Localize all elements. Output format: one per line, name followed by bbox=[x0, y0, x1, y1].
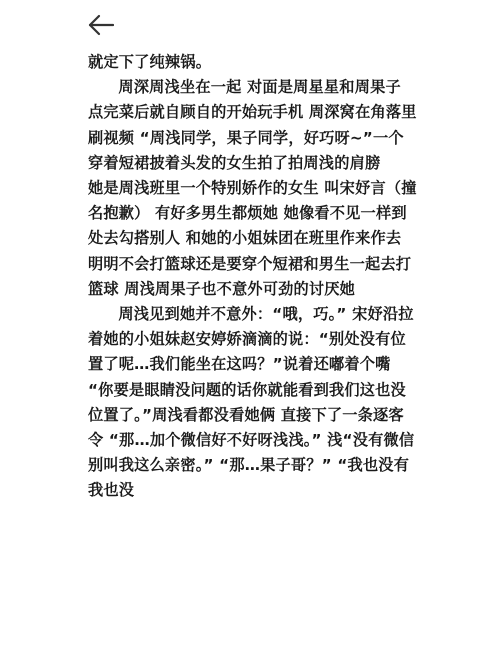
paragraph: 周深周浅坐在一起 对面是周星星和周果子 点完菜后就自顾自的开始玩手机 周深窝在角落里刷视频 “周浅同学，果子同学，好巧呀~”一个穿着短裙披着头发的女生拍了拍周浅的肩膀 bbox=[88, 78, 417, 172]
paragraph: 她是周浅班里一个特别娇作的女生 叫宋妤言（撞名抱歉） 有好多男生都烦她 她像看不见一样到处去勾搭别人 和她的小姐妹团在班里作来作去 明明不会打篮球还是要穿个短裙和男生一起去打篮球 周浅周果子也不意外可劲的讨厌她 bbox=[88, 179, 417, 298]
back-button[interactable] bbox=[84, 10, 118, 40]
arrow-left-icon bbox=[88, 14, 114, 36]
top-bar bbox=[0, 0, 500, 50]
article-body bbox=[88, 50, 418, 504]
paragraph: 就定下了纯辣锅。 bbox=[88, 53, 212, 71]
paragraph: 周浅见到她并不意外：“哦，巧。” 宋妤沿拉着她的小姐妹赵安婷娇滴滴的说：“别处没有位置了呢…我们能坐在这吗？”说着还嘟着个嘴 “你要是眼睛没问题的话你就能看到我们这也没位置了。”周浅看都没看她俩 直接下了一条逐客令 “那…加个微信好不好呀浅浅。” 浅“没有微信 别叫我这么亲密。” “那…果子哥？” “我也没有我也没 bbox=[88, 305, 415, 500]
